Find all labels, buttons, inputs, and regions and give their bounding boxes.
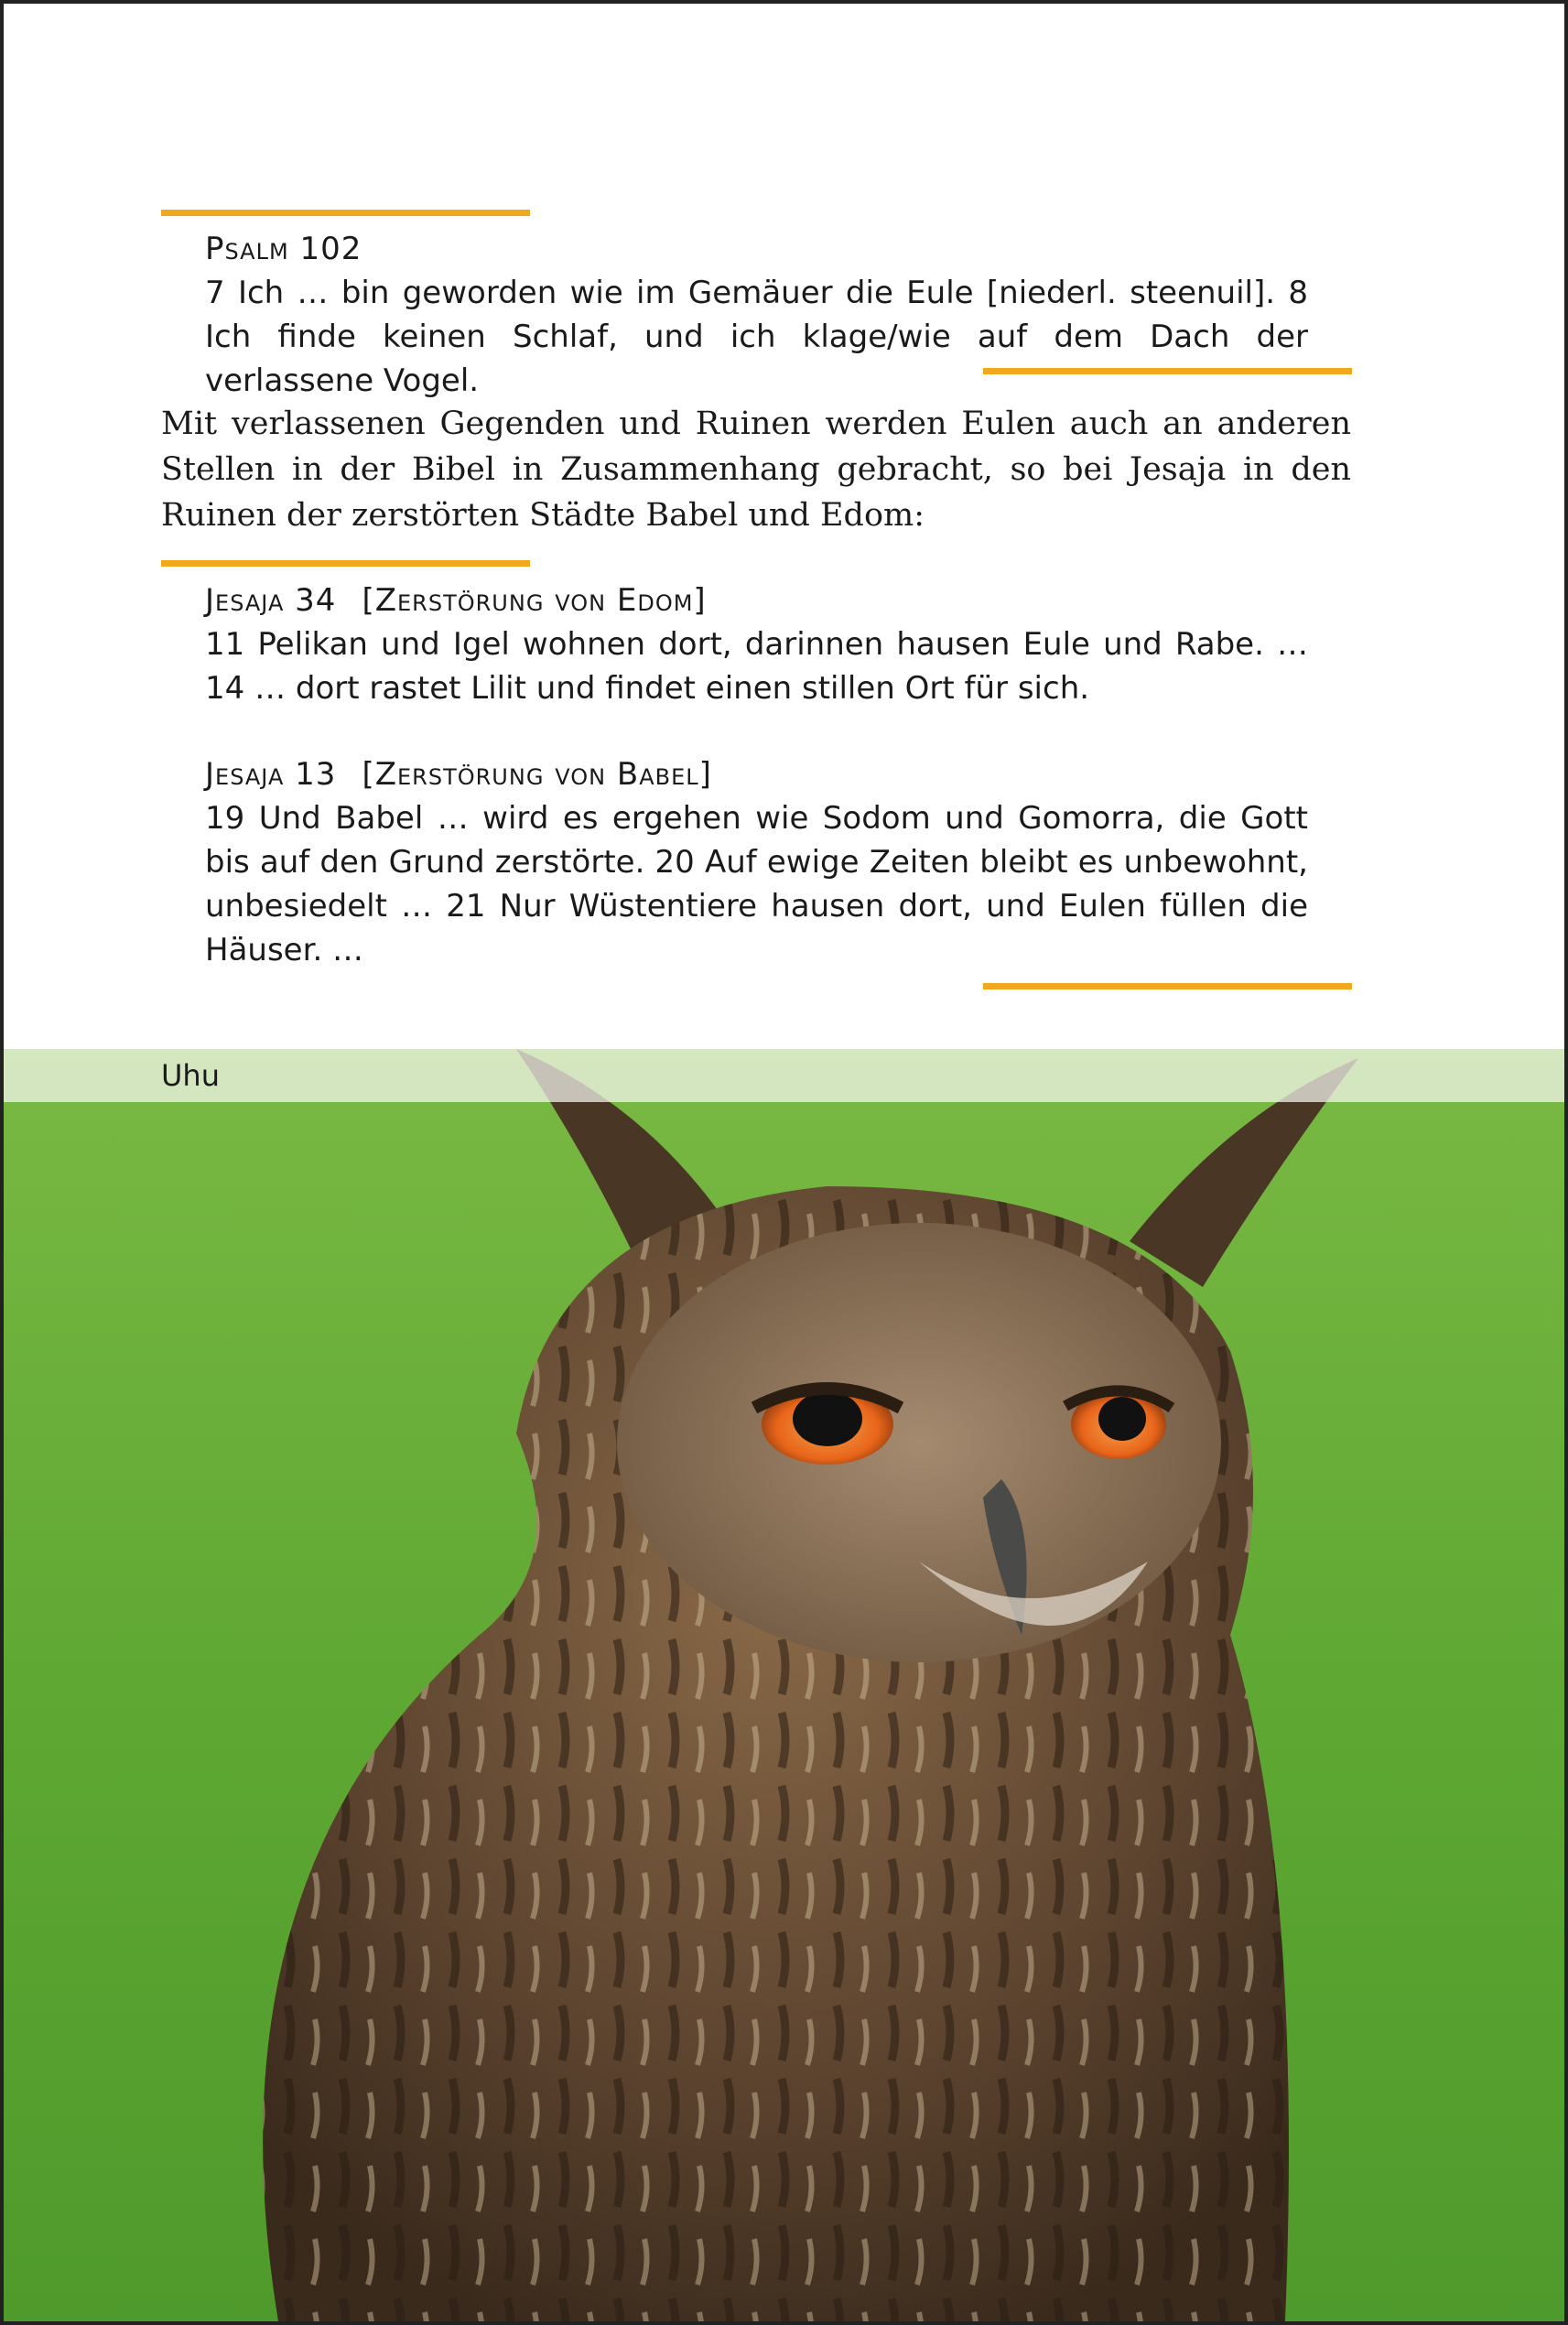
- quote-rule-top: [161, 560, 530, 567]
- jesaja13-note: [Zerstörung von Babel]: [362, 756, 712, 793]
- jesaja13-verse-text: 19 Und Babel … wird es ergehen wie Sodom und Gomorra, die Gott bis auf den Grund zerstörte. 20 Auf ewige Zeiten bleibt es unbewohnt, unbesiedelt … 21 Nur Wüstentiere hausen dort, und Eulen füllen die Häuser. …: [205, 800, 1308, 968]
- jesaja34-heading: [205, 579, 1308, 622]
- jesaja34-verse-text: 11 Pelikan und Igel wohnen dort, darinnen hausen Eule und Rabe. … 14 … dort rastet Lilit und findet einen stillen Ort für sich.: [205, 626, 1308, 707]
- quote-rule-top: [161, 210, 530, 216]
- photo-caption-band: [4, 1049, 1564, 1102]
- quote-rule-bottom: [983, 983, 1352, 989]
- jesaja34-reference: Jesaja 34: [205, 582, 337, 619]
- photo-caption: Uhu: [161, 1058, 220, 1093]
- jesaja34-note: [Zerstörung von Edom]: [362, 582, 707, 619]
- jesaja13-heading: [205, 752, 1308, 796]
- jesaja13-quote: [205, 752, 1308, 972]
- jesaja13-reference: Jesaja 13: [205, 756, 337, 793]
- psalm-reference: Psalm 102: [205, 231, 362, 267]
- psalm-quote: [205, 227, 1308, 403]
- owl-photo: [4, 1049, 1564, 2321]
- body-paragraph: Mit verlassenen Gegenden und Ruinen werden Eulen auch an anderen Stellen in der Bibel in Zusammenhang gebracht, so bei Jesaja in den Ruinen der zerstörten Städte Babel und Edom:: [161, 406, 1351, 534]
- quote-rule-bottom: [983, 368, 1352, 374]
- jesaja34-quote: [205, 579, 1308, 710]
- psalm-verse-text: 7 Ich … bin geworden wie im Gemäuer die Eule [niederl. steenuil]. 8 Ich finde keinen Schlaf, und ich klage/wie auf dem Dach der verlassene Vogel.: [205, 275, 1308, 399]
- owl-illustration: [4, 1049, 1564, 2321]
